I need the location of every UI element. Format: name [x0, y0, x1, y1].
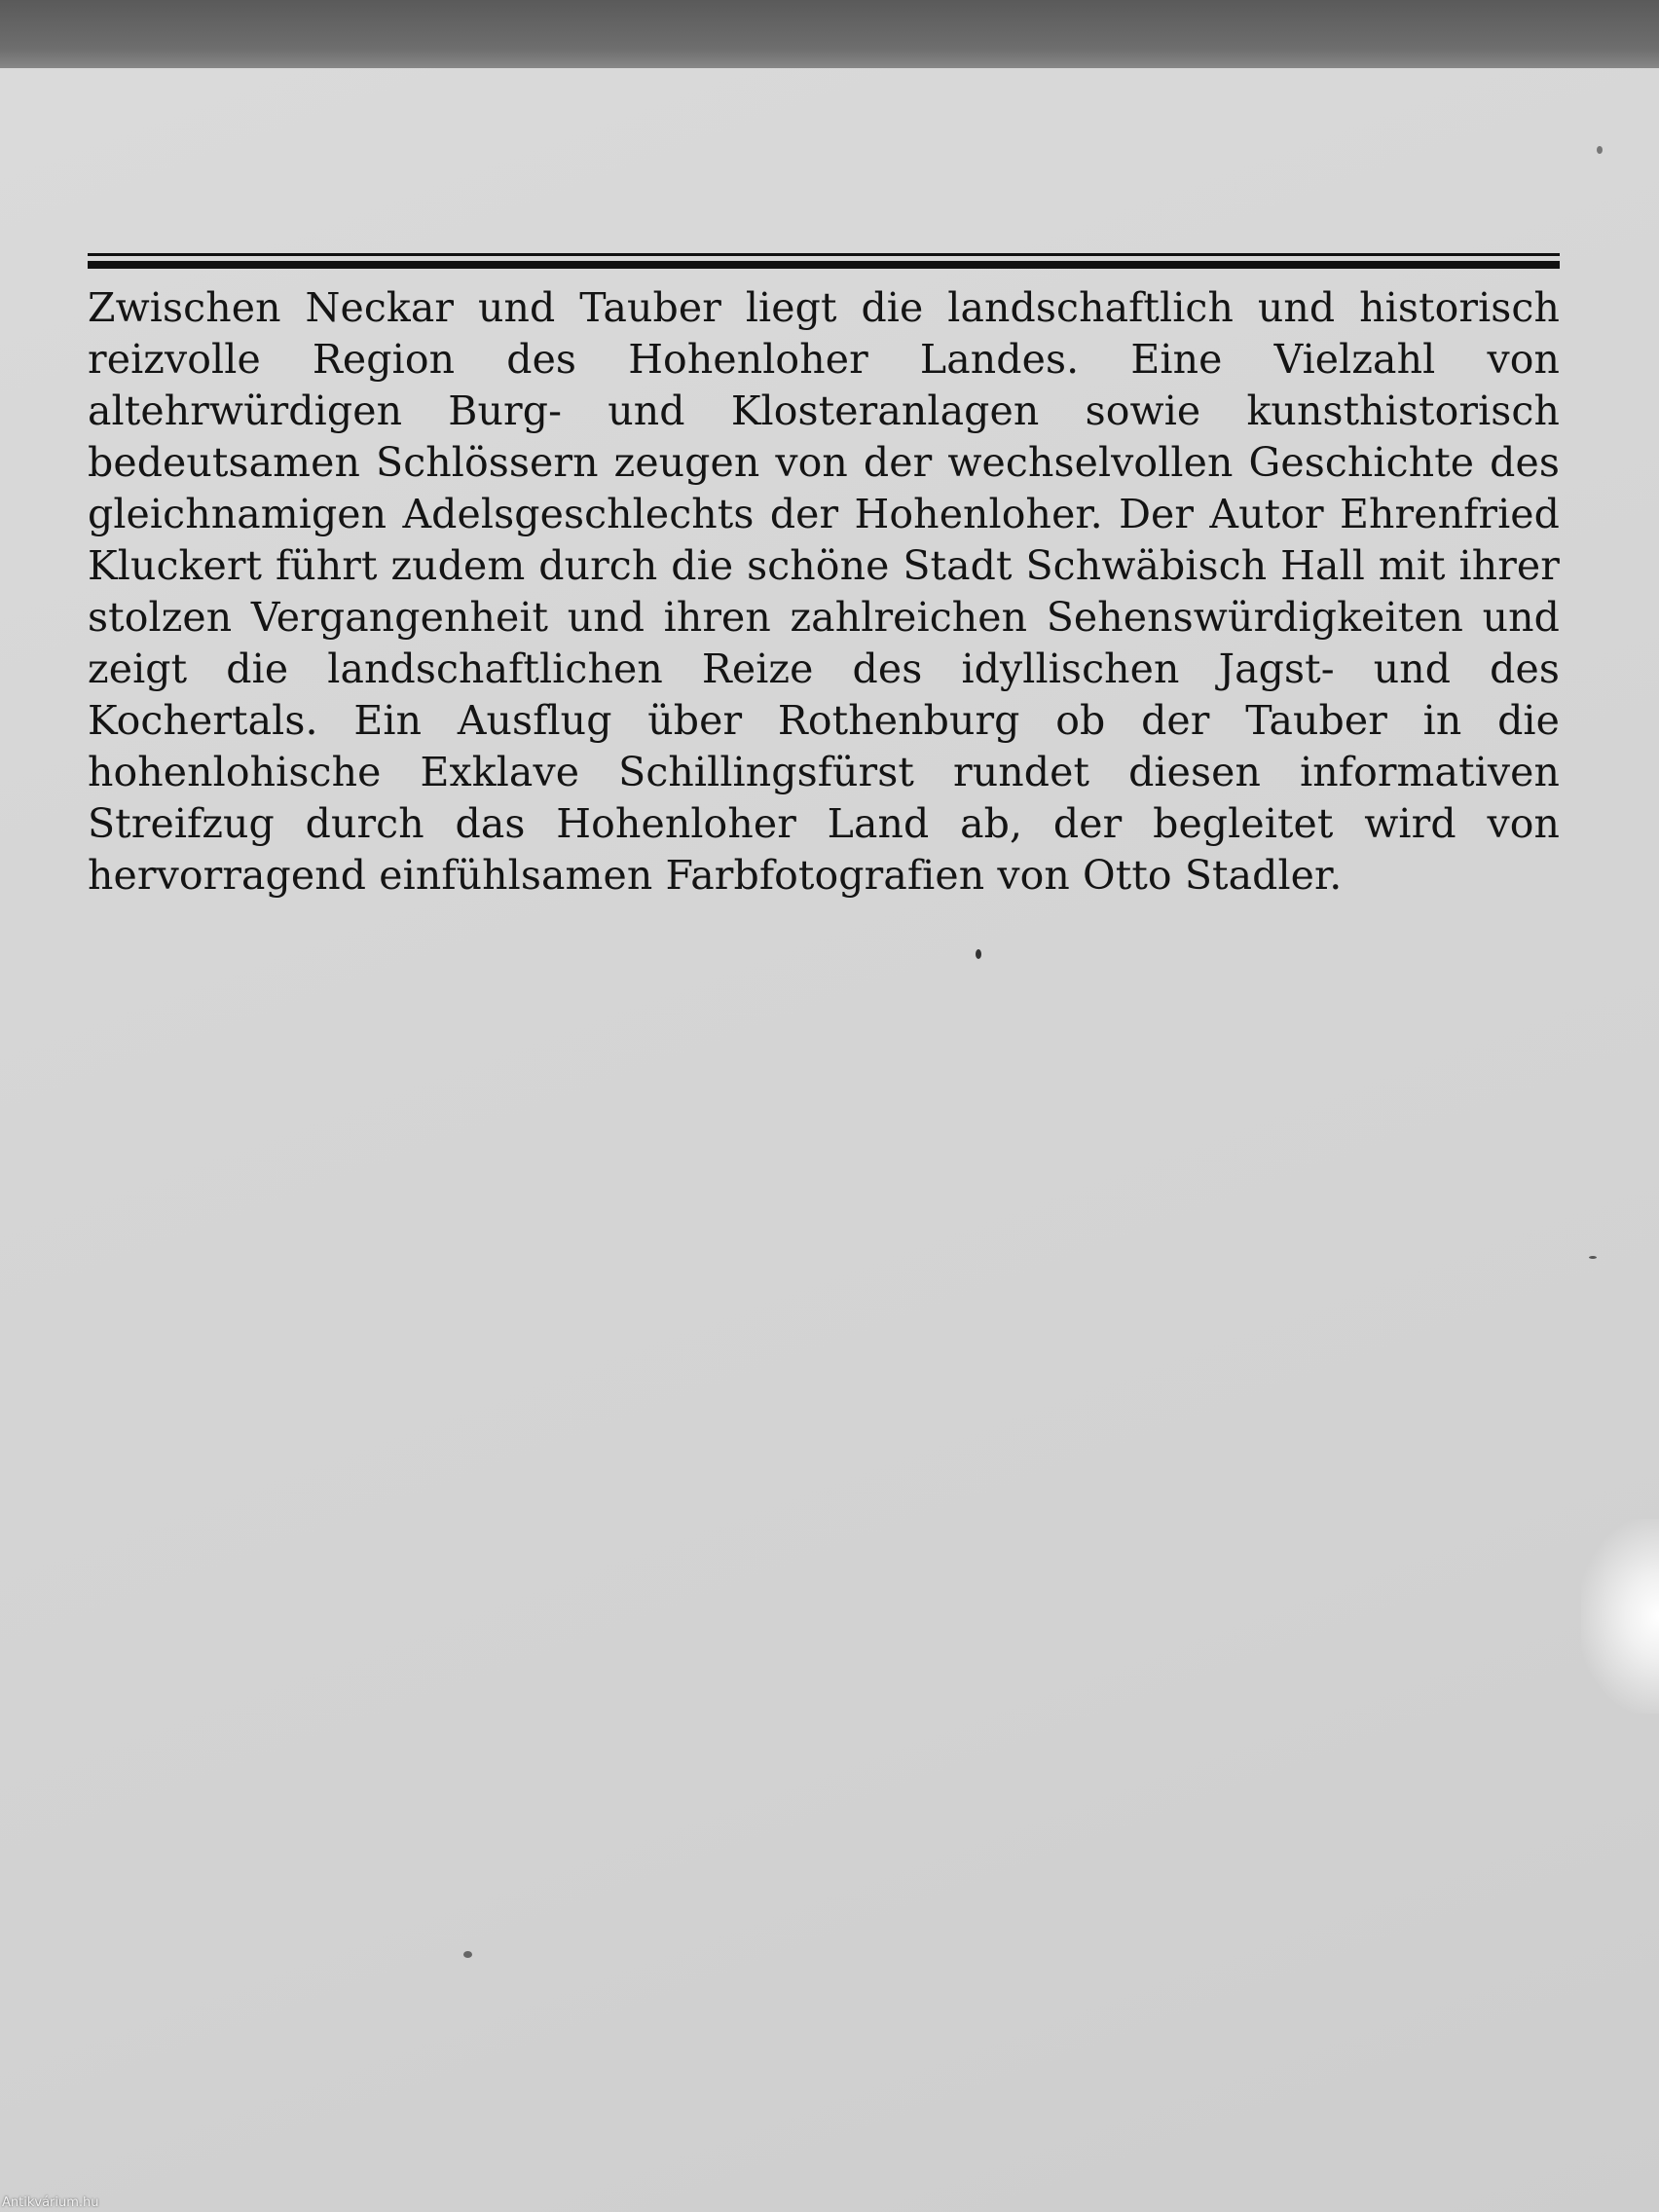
- dust-speck: [976, 949, 981, 959]
- dust-speck: [463, 1951, 472, 1958]
- thick-rule: [88, 261, 1560, 269]
- watermark: Antikvárium.hu: [2, 2195, 99, 2210]
- back-cover-blurb: Zwischen Neckar und Tauber liegt die landschaftlich und historisch reizvolle Region des Hohenloher Landes. Eine Vielzahl von altehrwürdigen Burg- und Klosteranlagen sowie kunsthistorisch bedeutsamen Schlössern zeugen von der wechselvollen Geschichte des gleichnamigen Adelsgeschlechts der Hohenloher. Der Autor Ehrenfried Kluckert führt zudem durch die schöne Stadt Schwäbisch Hall mit ihrer stolzen Vergangenheit und ihren zahlreichen Sehenswürdigkeiten und zeigt die landschaftlichen Reize des idyllischen Jagst- und des Kochertals. Ein Ausflug über Rothenburg ob der Tauber in die hohenlohische Exklave Schillingsfürst rundet diesen informativen Streifzug durch das Hohenloher Land ab, der begleitet wird von hervorragend einfühlsamen Farbfotografien von Otto Stadler.: [88, 284, 1560, 899]
- dust-speck: [1597, 146, 1603, 154]
- light-glare: [1581, 1519, 1659, 1714]
- thin-rule: [88, 253, 1560, 256]
- double-rule: [88, 253, 1560, 269]
- dust-speck: [1589, 1256, 1597, 1259]
- background-strip: [0, 0, 1659, 70]
